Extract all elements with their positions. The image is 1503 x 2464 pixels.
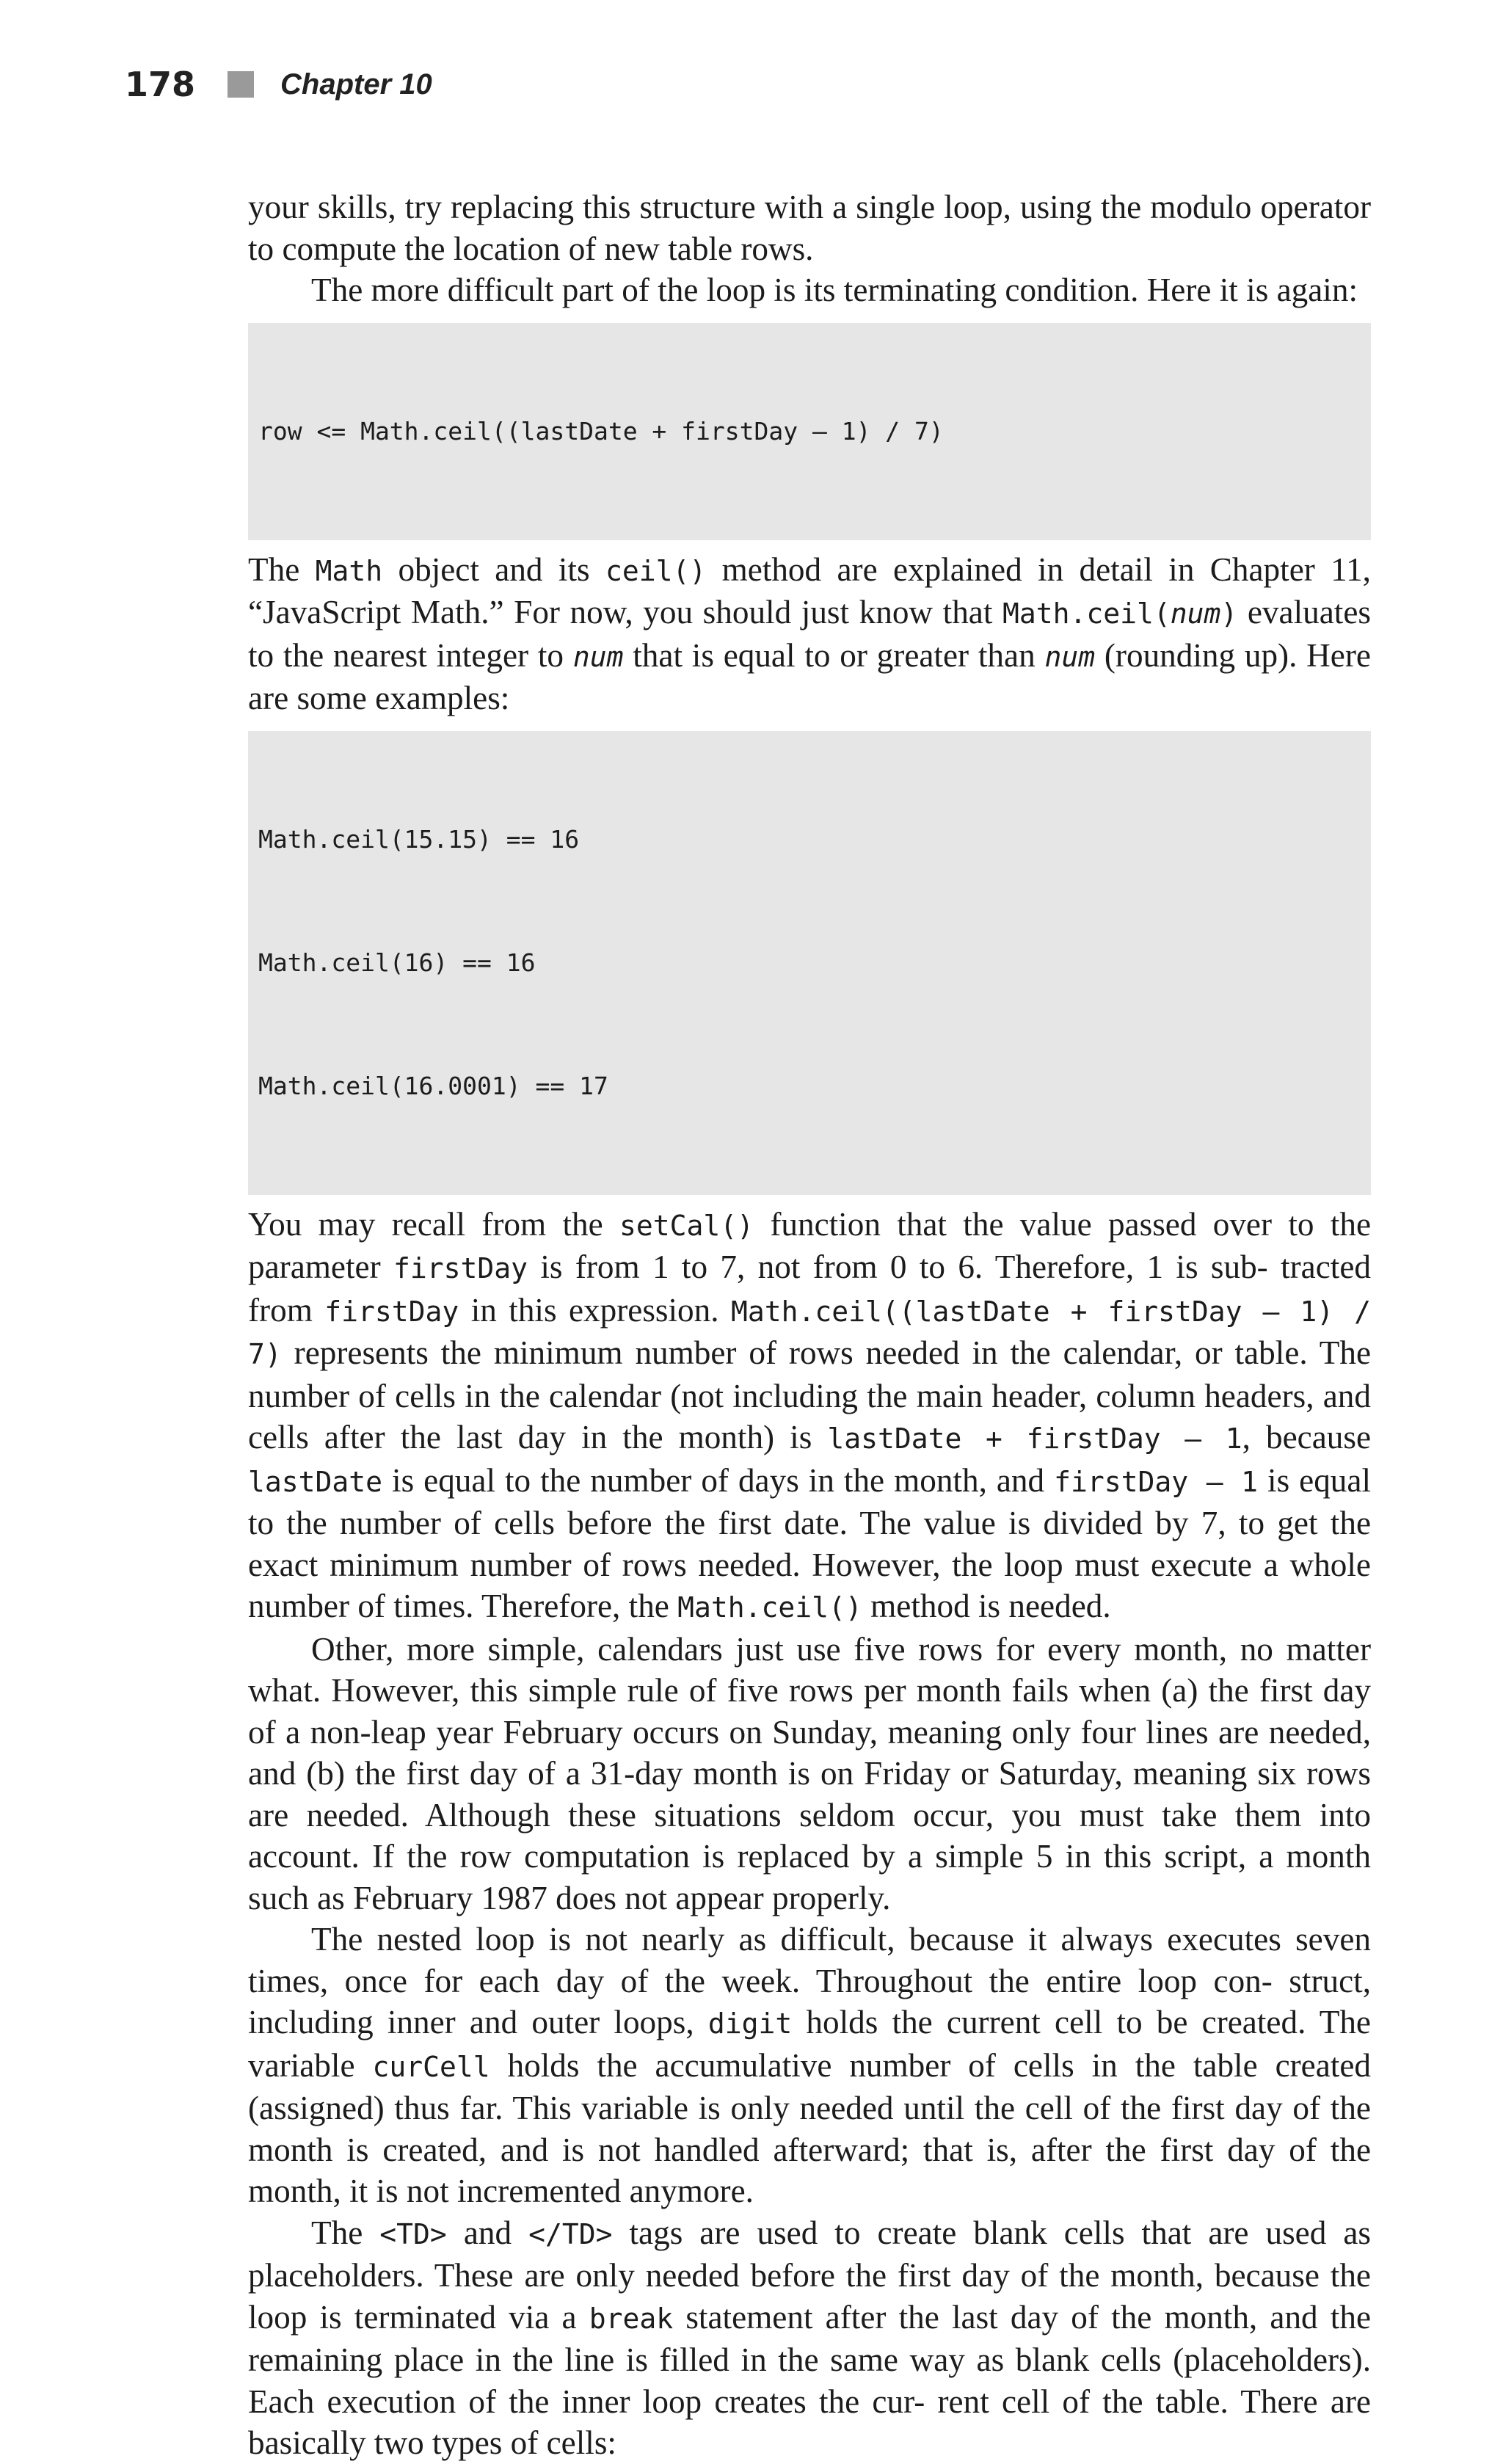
inline-code: lastDate + firstDay – 1 — [827, 1422, 1242, 1455]
inline-code: Math — [315, 554, 383, 587]
inline-code: firstDay – 1 — [1054, 1465, 1259, 1498]
inline-code: <TD> — [379, 2217, 447, 2250]
page-number: 178 — [125, 65, 196, 104]
inline-code: curCell — [372, 2050, 490, 2083]
inline-code: Math.ceil( — [1002, 597, 1171, 630]
inline-code: ceil() — [605, 554, 707, 587]
inline-code-italic: num — [1170, 597, 1221, 630]
body-text — [248, 186, 1371, 2464]
inline-code: digit — [707, 2007, 793, 2040]
inline-code: Math.ceil((lastDate + firstDay – 1) / 7) — [248, 1295, 1372, 1370]
paragraph-2: The more difficult part of the loop is its terminating condition. Here it is again: — [311, 272, 1358, 308]
paragraph-4: You may recall from the setCal() function that the value passed over to the parameter firstDay is from 1 to 7, not from 0 to 6. Therefore, 1 is sub- tracted from firstDay in this expression. Math.ceil((lastDate + firstDay – 1) / 7) represents the minimum number of rows needed in the calendar, or table. The number of cells in the calendar (not including the main header, column headers, and cells after the last day in the month) is lastDate + firstDay – 1, because lastDate is equal to the number of days in the month, and firstDay – 1 is equal to the number of cells before the first date. The value is divided by 7, to get the exact minimum number of rows needed. However, the loop must execute a whole number of times. Therefore, the Math.ceil() method is needed. — [248, 1205, 1372, 1624]
running-header — [125, 65, 432, 104]
code-line: Math.ceil(16) == 16 — [258, 948, 536, 977]
inline-code: break — [589, 2302, 674, 2335]
inline-code: lastDate — [248, 1465, 383, 1498]
inline-code: setCal() — [619, 1209, 754, 1242]
chapter-title: Chapter 10 — [280, 68, 432, 101]
code-block-condition — [248, 323, 1371, 540]
code-line: Math.ceil(15.15) == 16 — [258, 824, 580, 854]
paragraph-7: The <TD> and </TD> tags are used to create blank cells that are used as placeholders. These are only needed before the first day of the month, because the loop is terminated via a break statement after the last day of the month, and the remaining place in the line is filled in the same way as blank cells (placeholders). Each execution of the inner loop creates the cur- rent cell of the table. There are basically two types of cells: — [248, 2214, 1372, 2461]
code-line: row <= Math.ceil((lastDate + firstDay – 1) / 7) — [258, 416, 944, 446]
inline-code-italic: num — [1044, 640, 1096, 673]
inline-code: firstDay — [393, 1252, 528, 1284]
inline-code: firstDay — [324, 1295, 459, 1328]
paragraph-5: Other, more simple, calendars just use five rows for every month, no matter what. However, this simple rule of five rows per month fails when (a) the first day of a non-leap year February occurs on Sunday, meaning only four lines are needed, and (b) the first day of a 31-day month is on Friday or Saturday, meaning six rows are needed. Although these situations seldom occur, you must take them into account. If the row computation is replaced by a simple 5 in this script, a month such as February 1987 does not appear properly. — [248, 1630, 1371, 1916]
paragraph-3: The Math object and its ceil() method are explained in detail in Chapter 11, “JavaScript Math.” For now, you should just know that Math.ceil(num) evaluates to the nearest integer to num that is equal to or greater than num (rounding up). Here are some examples: — [248, 550, 1371, 716]
paragraph-6: The nested loop is not nearly as difficult, because it always executes seven times, once for each day of the week. Throughout the entire loop con- struct, including inner and outer loops, digit holds the current cell to be created. The variable curCell holds the accumulative number of cells in the table created (assigned) thus far. This variable is only needed until the cell of the first day of the month is created, and is not handled afterward; that is, after the first day of the month, it is not incremented anymore. — [248, 1921, 1372, 2209]
inline-code: ) — [1220, 597, 1238, 630]
inline-code: Math.ceil() — [677, 1591, 862, 1624]
inline-code-italic: num — [572, 640, 624, 673]
code-block-examples — [248, 731, 1371, 1195]
header-square-ornament — [228, 71, 254, 98]
paragraph-1: your skills, try replacing this structure with a single loop, using the modulo operator to compute the location of new table rows. — [248, 189, 1371, 267]
code-line: Math.ceil(16.0001) == 17 — [258, 1071, 608, 1100]
inline-code: </TD> — [528, 2217, 613, 2250]
